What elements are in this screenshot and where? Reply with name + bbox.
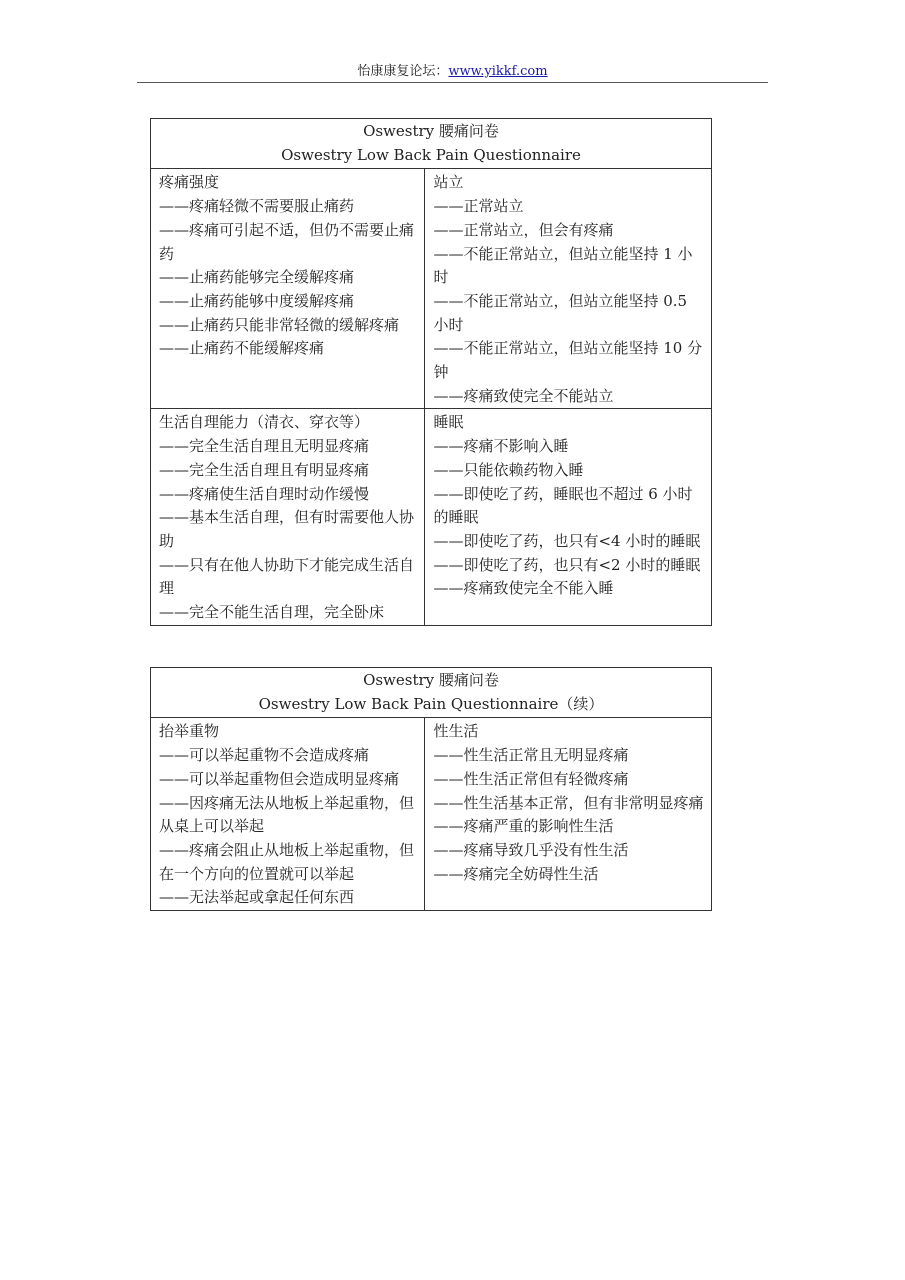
- section-standing: [425, 169, 712, 409]
- option-item: ——止痛药能够完全缓解疼痛: [159, 268, 355, 287]
- table-title: [151, 668, 712, 718]
- header-site-link[interactable]: www.yikkf.com: [448, 64, 548, 79]
- option-item: ——完全生活自理且无明显疼痛: [159, 437, 370, 456]
- section-heading: 性生活: [433, 722, 479, 741]
- section-pain-intensity: [151, 169, 425, 409]
- table-title: [151, 119, 712, 169]
- option-item: ——不能正常站立，但站立能坚持 1 小时: [433, 244, 693, 287]
- option-item: ——正常站立: [433, 197, 524, 216]
- table-title-en: Oswestry Low Back Pain Questionnaire（续）: [258, 694, 604, 713]
- section-heading: 站立: [433, 173, 464, 192]
- option-item: ——可以举起重物不会造成疼痛: [159, 746, 370, 765]
- section-heading: 生活自理能力（清衣、穿衣等）: [159, 413, 370, 432]
- table-row: [151, 718, 712, 911]
- option-item: ——完全生活自理且有明显疼痛: [159, 460, 370, 479]
- table-title-en: Oswestry Low Back Pain Questionnaire: [281, 145, 581, 164]
- option-item: ——即使吃了药，也只有<2 小时的睡眠: [433, 555, 701, 574]
- table-row: [151, 169, 712, 409]
- option-item: ——疼痛致使完全不能入睡: [433, 579, 614, 598]
- option-item: ——只能依赖药物入睡: [433, 460, 584, 479]
- section-sleep: [425, 409, 712, 625]
- section-heading: 疼痛强度: [159, 173, 220, 192]
- section-self-care: [151, 409, 425, 625]
- option-item: ——疼痛不影响入睡: [433, 437, 569, 456]
- option-item: ——疼痛轻微不需要服止痛药: [159, 197, 355, 216]
- option-item: ——性生活正常但有轻微疼痛: [433, 769, 629, 788]
- option-item: ——因疼痛无法从地板上举起重物，但从桌上可以举起: [159, 793, 415, 836]
- option-item: ——疼痛完全妨碍性生活: [433, 864, 599, 883]
- option-item: ——疼痛严重的影响性生活: [433, 817, 614, 836]
- page-header: [137, 63, 768, 83]
- option-item: ——疼痛导致几乎没有性生活: [433, 840, 629, 859]
- option-item: ——疼痛使生活自理时动作缓慢: [159, 484, 370, 503]
- option-item: ——不能正常站立，但站立能坚持 0.5 小时: [433, 291, 688, 334]
- option-item: ——无法举起或拿起任何东西: [159, 888, 355, 907]
- option-item: ——完全不能生活自理，完全卧床: [159, 603, 385, 622]
- option-item: ——性生活正常且无明显疼痛: [433, 746, 629, 765]
- option-item: ——即使吃了药，睡眠也不超过 6 小时的睡眠: [433, 484, 693, 527]
- option-item: ——止痛药不能缓解疼痛: [159, 339, 325, 358]
- table-title-cn: Oswestry 腰痛问卷: [363, 122, 499, 140]
- header-site-name: 怡康康复论坛：: [357, 64, 449, 79]
- option-item: ——即使吃了药，也只有<4 小时的睡眠: [433, 531, 701, 550]
- option-item: ——性生活基本正常，但有非常明显疼痛: [433, 793, 704, 812]
- option-item: ——基本生活自理，但有时需要他人协助: [159, 508, 415, 550]
- option-item: ——可以举起重物但会造成明显疼痛: [159, 769, 400, 788]
- section-lifting: [151, 718, 425, 911]
- section-heading: 睡眠: [433, 413, 464, 432]
- section-sex-life: [425, 718, 712, 911]
- option-item: ——疼痛可引起不适，但仍不需要止痛药: [159, 220, 415, 263]
- table-title-cn: Oswestry 腰痛问卷: [363, 671, 499, 689]
- option-item: ——正常站立，但会有疼痛: [433, 220, 614, 239]
- option-item: ——止痛药只能非常轻微的缓解疼痛: [159, 315, 400, 334]
- option-item: ——止痛药能够中度缓解疼痛: [159, 291, 355, 310]
- option-item: ——疼痛致使完全不能站立: [433, 386, 614, 405]
- option-item: ——不能正常站立，但站立能坚持 10 分钟: [433, 339, 703, 382]
- questionnaire-table-1: [150, 118, 712, 626]
- section-heading: 抬举重物: [159, 722, 220, 741]
- option-item: ——只有在他人协助下才能完成生活自理: [159, 555, 415, 598]
- option-item: ——疼痛会阻止从地板上举起重物，但在一个方向的位置就可以举起: [159, 840, 415, 883]
- table-row: [151, 409, 712, 625]
- questionnaire-table-2: [150, 667, 712, 911]
